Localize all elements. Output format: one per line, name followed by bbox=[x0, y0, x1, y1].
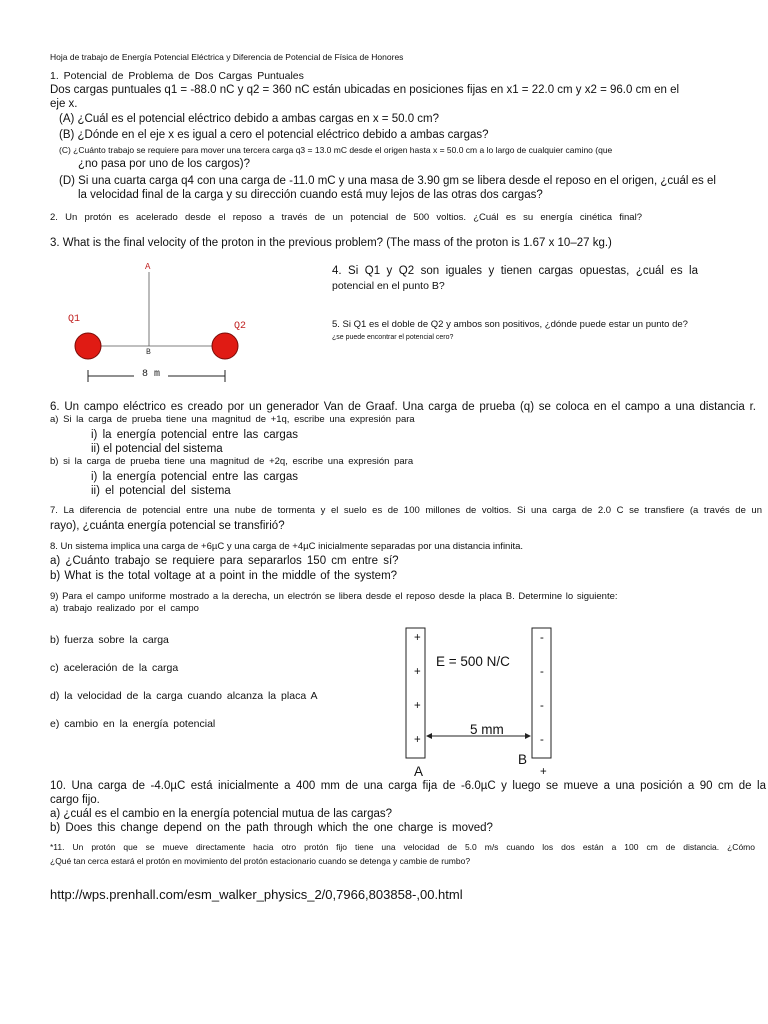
q6-part-a: a) Si la carga de prueba tiene una magnitud de +1q, escribe una expresión para bbox=[50, 414, 415, 425]
q1-part-a: (A) ¿Cuál es el potencial eléctrico debido a ambas cargas en x = 50.0 cm? bbox=[59, 113, 440, 125]
distance-label: 8 m bbox=[142, 369, 161, 380]
plate-b-minus-1: - bbox=[540, 632, 544, 644]
q2-text: 2. Un protón es acelerado desde el reposo a través de un potencial de 500 voltios. ¿Cuál es su energía cinética final? bbox=[50, 212, 642, 223]
plate-b-minus-4: - bbox=[540, 734, 544, 746]
q1-intro-line1: Dos cargas puntuales q1 = -88.0 nC y q2 = 360 nC están ubicadas en posiciones fijas en x1 = 22.0 cm y x2 = 96.0 cm en el bbox=[50, 84, 680, 96]
q9-intro: 9) Para el campo uniforme mostrado a la derecha, un electrón se libera desde el reposo desde la placa B. Determine lo siguiente: bbox=[50, 591, 618, 602]
q11-line1: *11. Un protón que se mueve directamente hacia otro protón fijo tiene una velocidad de 5.0 m/s cuando los dos están a 100 cm de distancia. ¿Cómo bbox=[50, 842, 755, 852]
q9-part-b: b) fuerza sobre la carga bbox=[50, 634, 169, 646]
plate-a-label: A bbox=[414, 764, 424, 779]
plate-a-plus-1: + bbox=[414, 632, 421, 644]
q1-part-d-line1: (D) Si una cuarta carga q4 con una carga de -11.0 mC y una masa de 3.90 gm se libera desde el reposo en el origen, ¿cuál es el bbox=[59, 175, 716, 187]
q10-part-b: b) Does this change depend on the path through which the one charge is moved? bbox=[50, 822, 493, 834]
q6-b-ii: ii) el potencial del sistema bbox=[91, 485, 231, 497]
q7-line1: 7. La diferencia de potencial entre una nube de tormenta y el suelo es de 100 millones de voltios. Si una carga de 2.0 C se transfiere (a través de un bbox=[50, 505, 762, 516]
q6-a-i: i) la energía potencial entre las cargas bbox=[91, 429, 298, 441]
q9-part-e: e) cambio en la energía potencial bbox=[50, 718, 216, 730]
q6-b-i: i) la energía potencial entre las cargas bbox=[91, 471, 298, 483]
plate-a-plus-2: + bbox=[414, 666, 421, 678]
q1-part-c-line1: (C) ¿Cuánto trabajo se requiere para mover una tercera carga q3 = 13.0 mC desde el origen hasta x = 50.0 cm a lo largo de cualquier camino (que bbox=[59, 145, 613, 155]
q7-line2: rayo), ¿cuánta energía potencial se transfirió? bbox=[50, 520, 285, 532]
q1-title: 1. Potencial de Problema de Dos Cargas Puntuales bbox=[50, 70, 304, 82]
q1-intro-line2: eje x. bbox=[50, 98, 78, 110]
charge-q1-circle bbox=[75, 333, 101, 359]
field-strength-label: E = 500 N/C bbox=[436, 654, 510, 669]
q4-line2: potencial en el punto B? bbox=[332, 280, 445, 292]
q10-line1: 10. Una carga de -4.0µC está inicialmente a 400 mm de una carga fija de -6.0µC y luego se mueve a una posición a 90 cm de la bbox=[50, 780, 766, 792]
q6-part-b: b) si la carga de prueba tiene una magnitud de +2q, escribe una expresión para bbox=[50, 456, 414, 467]
q5-line1: 5. Si Q1 es el doble de Q2 y ambos son positivos, ¿dónde puede estar un punto de? bbox=[332, 319, 688, 330]
q6-intro: 6. Un campo eléctrico es creado por un generador Van de Graaf. Una carga de prueba (q) se coloca en el campo a una distancia r. bbox=[50, 401, 756, 413]
q6-a-ii: ii) el potencial del sistema bbox=[91, 443, 223, 455]
plate-b-minus-2: - bbox=[540, 666, 544, 678]
q1-part-c-line2: ¿no pasa por uno de los cargos)? bbox=[78, 158, 250, 170]
plate-b-plus-mark: + bbox=[540, 766, 547, 778]
q9-part-d: d) la velocidad de la carga cuando alcanza la placa A bbox=[50, 690, 318, 702]
two-charges-diagram bbox=[60, 258, 260, 386]
q9-part-c: c) aceleración de la carga bbox=[50, 662, 179, 674]
gap-arrow-left bbox=[426, 733, 432, 739]
plate-b-label: B bbox=[518, 752, 528, 767]
q10-part-a: a) ¿cuál es el cambio en la energía potencial mutua de las cargas? bbox=[50, 808, 393, 820]
q8-part-a: a) ¿Cuánto trabajo se requiere para separarlos 150 cm entre sí? bbox=[50, 555, 399, 567]
plate-a-plus-4: + bbox=[414, 734, 421, 746]
q3-text: 3. What is the final velocity of the proton in the previous problem? (The mass of the proton is 1.67 x 10–27 kg.) bbox=[50, 237, 612, 249]
charge-q2-label: Q2 bbox=[234, 321, 247, 332]
parallel-plates-diagram bbox=[400, 625, 560, 765]
q8-intro: 8. Un sistema implica una carga de +6µC y una carga de +4µC inicialmente separadas por una distancia infinita. bbox=[50, 541, 524, 552]
q1-part-b: (B) ¿Dónde en el eje x es igual a cero el potencial eléctrico debido a ambas cargas? bbox=[59, 129, 489, 141]
q4-line1: 4. Si Q1 y Q2 son iguales y tienen cargas opuestas, ¿cuál es la bbox=[332, 265, 698, 277]
plate-a-plus-3: + bbox=[414, 700, 421, 712]
q5-line2: ¿se puede encontrar el potencial cero? bbox=[332, 334, 454, 341]
plate-gap-label: 5 mm bbox=[470, 722, 504, 737]
point-b-label: B bbox=[146, 348, 151, 357]
charge-q1-label: Q1 bbox=[68, 314, 81, 325]
reference-link[interactable]: http://wps.prenhall.com/esm_walker_physics_2/0,7966,803858-,00.html bbox=[50, 887, 463, 902]
worksheet-header: Hoja de trabajo de Energía Potencial Eléctrica y Diferencia de Potencial de Física de Honores bbox=[50, 52, 404, 62]
q1-part-d-line2: la velocidad final de la carga y su dirección cuando está muy lejos de las otras dos cargas? bbox=[78, 189, 543, 201]
gap-arrow-right bbox=[525, 733, 531, 739]
q10-line2: cargo fijo. bbox=[50, 794, 100, 806]
plate-b-minus-3: - bbox=[540, 700, 544, 712]
q11-line2: ¿Qué tan cerca estará el protón en movimiento del protón estacionario cuando se detenga y cambie de rumbo? bbox=[50, 856, 471, 866]
point-a-label: A bbox=[145, 262, 151, 272]
q8-part-b: b) What is the total voltage at a point in the middle of the system? bbox=[50, 570, 398, 582]
q9-part-a: a) trabajo realizado por el campo bbox=[50, 603, 199, 614]
charge-q2-circle bbox=[212, 333, 238, 359]
